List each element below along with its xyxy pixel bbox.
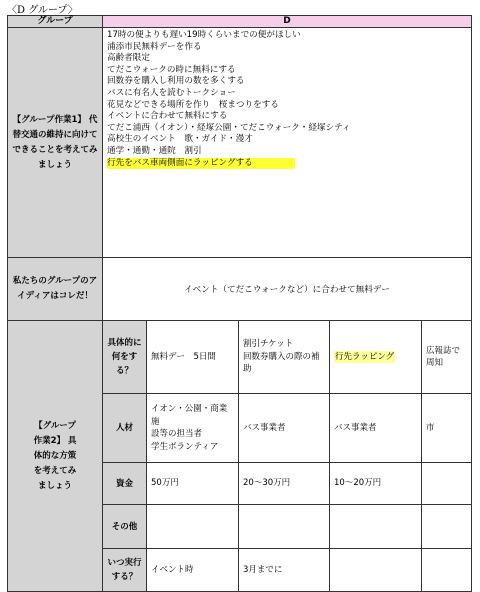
highlighted-plan: 行先ラッピング [335,351,395,362]
plan-cell [422,549,472,592]
row-label-other: その他 [103,505,147,549]
plan-cell [422,463,472,505]
plan-cell: 3月までに [239,549,330,592]
plan-cell: バス事業者 [239,394,330,463]
row-label-when: いつ実行 する？ [103,549,147,592]
plan-cell: 50万円 [147,463,239,505]
plan-cell [239,505,330,549]
plan-cell [330,505,422,549]
plan-cell: イオン・公園・商業施 設等の担当者 学生ボランティア [147,394,239,463]
plan-cell: 10～20万円 [330,463,422,505]
idea-item: 回数券を購入し利用の数を多くする [107,76,245,87]
plan-cell: 割引チケット 回数券購入の際の補助 [239,321,330,394]
idea-item-highlighted: 行先をバス車両側面にラッピングする [107,158,295,170]
our-idea-value: イベント（てだこウォークなど）に合わせて無料デー [103,258,472,321]
idea-item: イベントに合わせて無料にする [107,111,228,122]
group-caption: 〈D グループ〉 [7,5,78,16]
plan-cell: 広報誌で周知 [422,321,472,394]
plan-cell: バス事業者 [330,394,422,463]
idea-item: 高齢者限定 [107,53,150,64]
our-idea-label: 私たちのグループのア イディアはコレだ！ [8,258,103,321]
idea-item: 通学・通勤・通院 割引 [107,145,202,156]
worksheet-table [7,15,472,592]
plan-cell: イベント時 [147,549,239,592]
header-group-d: D [103,16,472,28]
task1-label: 【グループ作業1】 代 替交通の維持に向けて できることを考えてみ ましょう [8,28,103,258]
plan-cell: 市 [422,394,472,463]
task1-ideas-cell [103,28,472,258]
plan-cell [422,505,472,549]
plan-cell [147,505,239,549]
row-label-what: 具体的に 何をす る？ [103,321,147,394]
idea-item: 高校生のイベント 歌・ガイド・漫才 [107,134,253,145]
idea-item: てだこ浦西（イオン）・経塚公園・てだこウォーク・経塚シティ [107,122,351,133]
plan-cell [330,321,422,394]
header-group-label: グループ [8,16,103,28]
idea-item: てだこウォークの時に無料にする [107,64,236,75]
idea-item: 花見などできる場所を作り 桜まつりをする [107,99,279,110]
plan-cell: 無料デー 5日間 [147,321,239,394]
idea-item: 浦添市民無料デーを作る [107,41,202,52]
idea-item: バスに有名人を読むトークショー [107,87,236,98]
row-label-funds: 資金 [103,463,147,505]
task2-label: 【グループ 作業2】 具 体的な方策 を考えてみ ましょう [8,321,103,592]
plan-cell [330,549,422,592]
plan-cell: 20～30万円 [239,463,330,505]
idea-item: 17時の便よりも遅い19時くらいまでの便がほしい [107,30,301,40]
row-label-staff: 人材 [103,394,147,463]
